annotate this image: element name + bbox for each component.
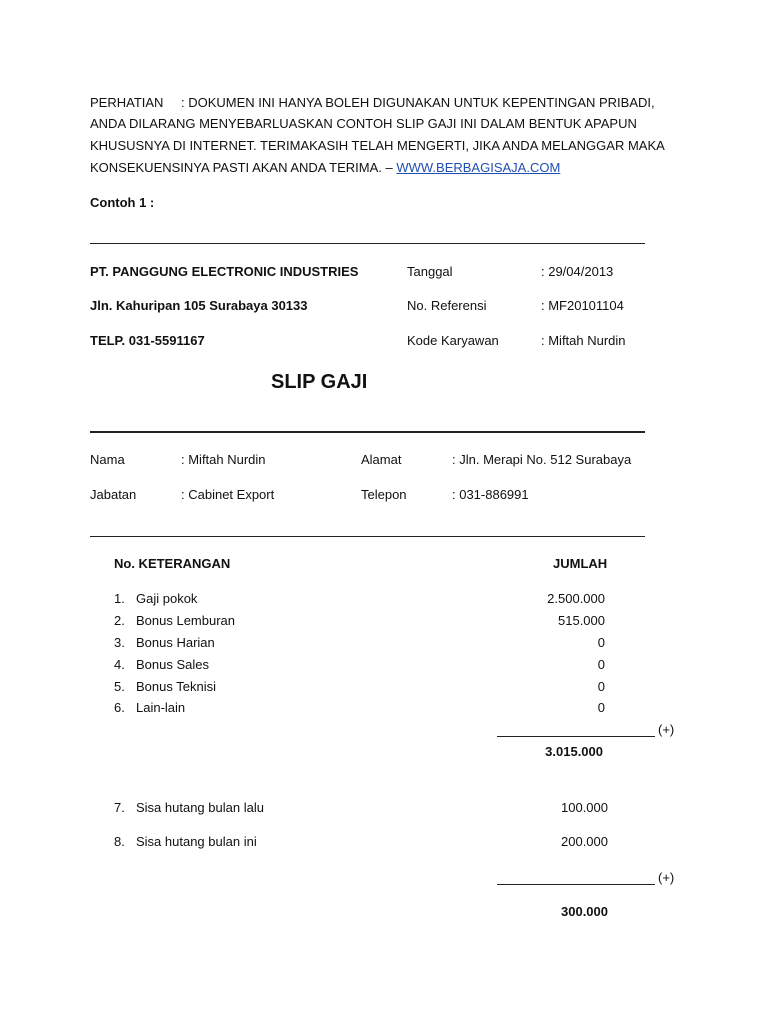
row-amount: 515.000 — [558, 613, 605, 628]
meta-value-employee-code: : Miftah Nurdin — [541, 333, 626, 348]
sum-line-income — [497, 736, 655, 737]
employee-address-label: Alamat — [361, 452, 402, 467]
meta-label-reference: No. Referensi — [407, 298, 487, 313]
notice-line-4-text: KONSEKUENSINYA PASTI AKAN ANDA TERIMA. – — [90, 160, 397, 175]
notice-line-2: ANDA DILARANG MENYEBARLUASKAN CONTOH SLIP GAJI INI DALAM BENTUK APAPUN — [90, 116, 637, 131]
company-phone: TELP. 031-5591167 — [90, 333, 205, 348]
employee-phone-value: : 031-886991 — [452, 487, 529, 502]
meta-label-employee-code: Kode Karyawan — [407, 333, 499, 348]
website-link[interactable]: WWW.BERBAGISAJA.COM — [396, 160, 561, 175]
row-description: Bonus Sales — [136, 657, 209, 672]
debt-total: 300.000 — [561, 904, 608, 919]
income-total: 3.015.000 — [545, 744, 603, 759]
notice-line-3: KHUSUSNYA DI INTERNET. TERIMAKASIH TELAH MENGERTI, JIKA ANDA MELANGGAR MAKA — [90, 138, 665, 153]
employee-name-value: : Miftah Nurdin — [181, 452, 266, 467]
row-number: 6. — [114, 700, 125, 715]
column-header-amount: JUMLAH — [553, 556, 608, 571]
divider-top — [90, 243, 645, 244]
row-description: Bonus Teknisi — [136, 679, 216, 694]
company-name: PT. PANGGUNG ELECTRONIC INDUSTRIES — [90, 264, 359, 279]
row-description: Bonus Harian — [136, 635, 215, 650]
row-description: Bonus Lemburan — [136, 613, 236, 628]
employee-phone-label: Telepon — [361, 487, 407, 502]
company-address: Jln. Kahuripan 105 Surabaya 30133 — [90, 298, 308, 313]
slip-title: SLIP GAJI — [271, 371, 368, 393]
plus-sign-income: (+) — [658, 722, 675, 737]
row-number: 3. — [114, 635, 125, 650]
row-amount: 0 — [597, 635, 605, 650]
row-number: 2. — [114, 613, 125, 628]
notice-line-4 — [90, 160, 560, 175]
divider-title — [90, 431, 645, 433]
example-label: Contoh 1 : — [90, 195, 155, 210]
row-amount: 100.000 — [561, 800, 608, 815]
column-header-description: No. KETERANGAN — [114, 556, 231, 571]
employee-position-label: Jabatan — [90, 487, 137, 502]
row-description: Sisa hutang bulan lalu — [136, 800, 264, 815]
notice-line-1: : DOKUMEN INI HANYA BOLEH DIGUNAKAN UNTUK KEPENTINGAN PRIBADI, — [181, 95, 655, 110]
row-amount: 2.500.000 — [547, 591, 605, 606]
meta-value-reference: : MF20101104 — [541, 298, 624, 313]
divider-employee — [90, 536, 645, 537]
row-number: 4. — [114, 657, 125, 672]
sum-line-debt — [497, 884, 655, 885]
employee-name-label: Nama — [90, 452, 125, 467]
row-number: 7. — [114, 800, 125, 815]
meta-label-date: Tanggal — [407, 264, 453, 279]
notice-label: PERHATIAN — [90, 95, 164, 110]
row-amount: 0 — [597, 679, 605, 694]
row-amount: 200.000 — [561, 834, 608, 849]
employee-position-value: : Cabinet Export — [181, 487, 275, 502]
row-number: 8. — [114, 834, 125, 849]
row-number: 1. — [114, 591, 125, 606]
plus-sign-debt: (+) — [658, 870, 675, 885]
row-amount: 0 — [597, 657, 605, 672]
row-description: Gaji pokok — [136, 591, 198, 606]
row-amount: 0 — [597, 700, 605, 715]
row-number: 5. — [114, 679, 125, 694]
meta-value-date: : 29/04/2013 — [541, 264, 614, 279]
row-description: Lain-lain — [136, 700, 186, 715]
row-description: Sisa hutang bulan ini — [136, 834, 257, 849]
employee-address-value: : Jln. Merapi No. 512 Surabaya — [452, 452, 632, 467]
